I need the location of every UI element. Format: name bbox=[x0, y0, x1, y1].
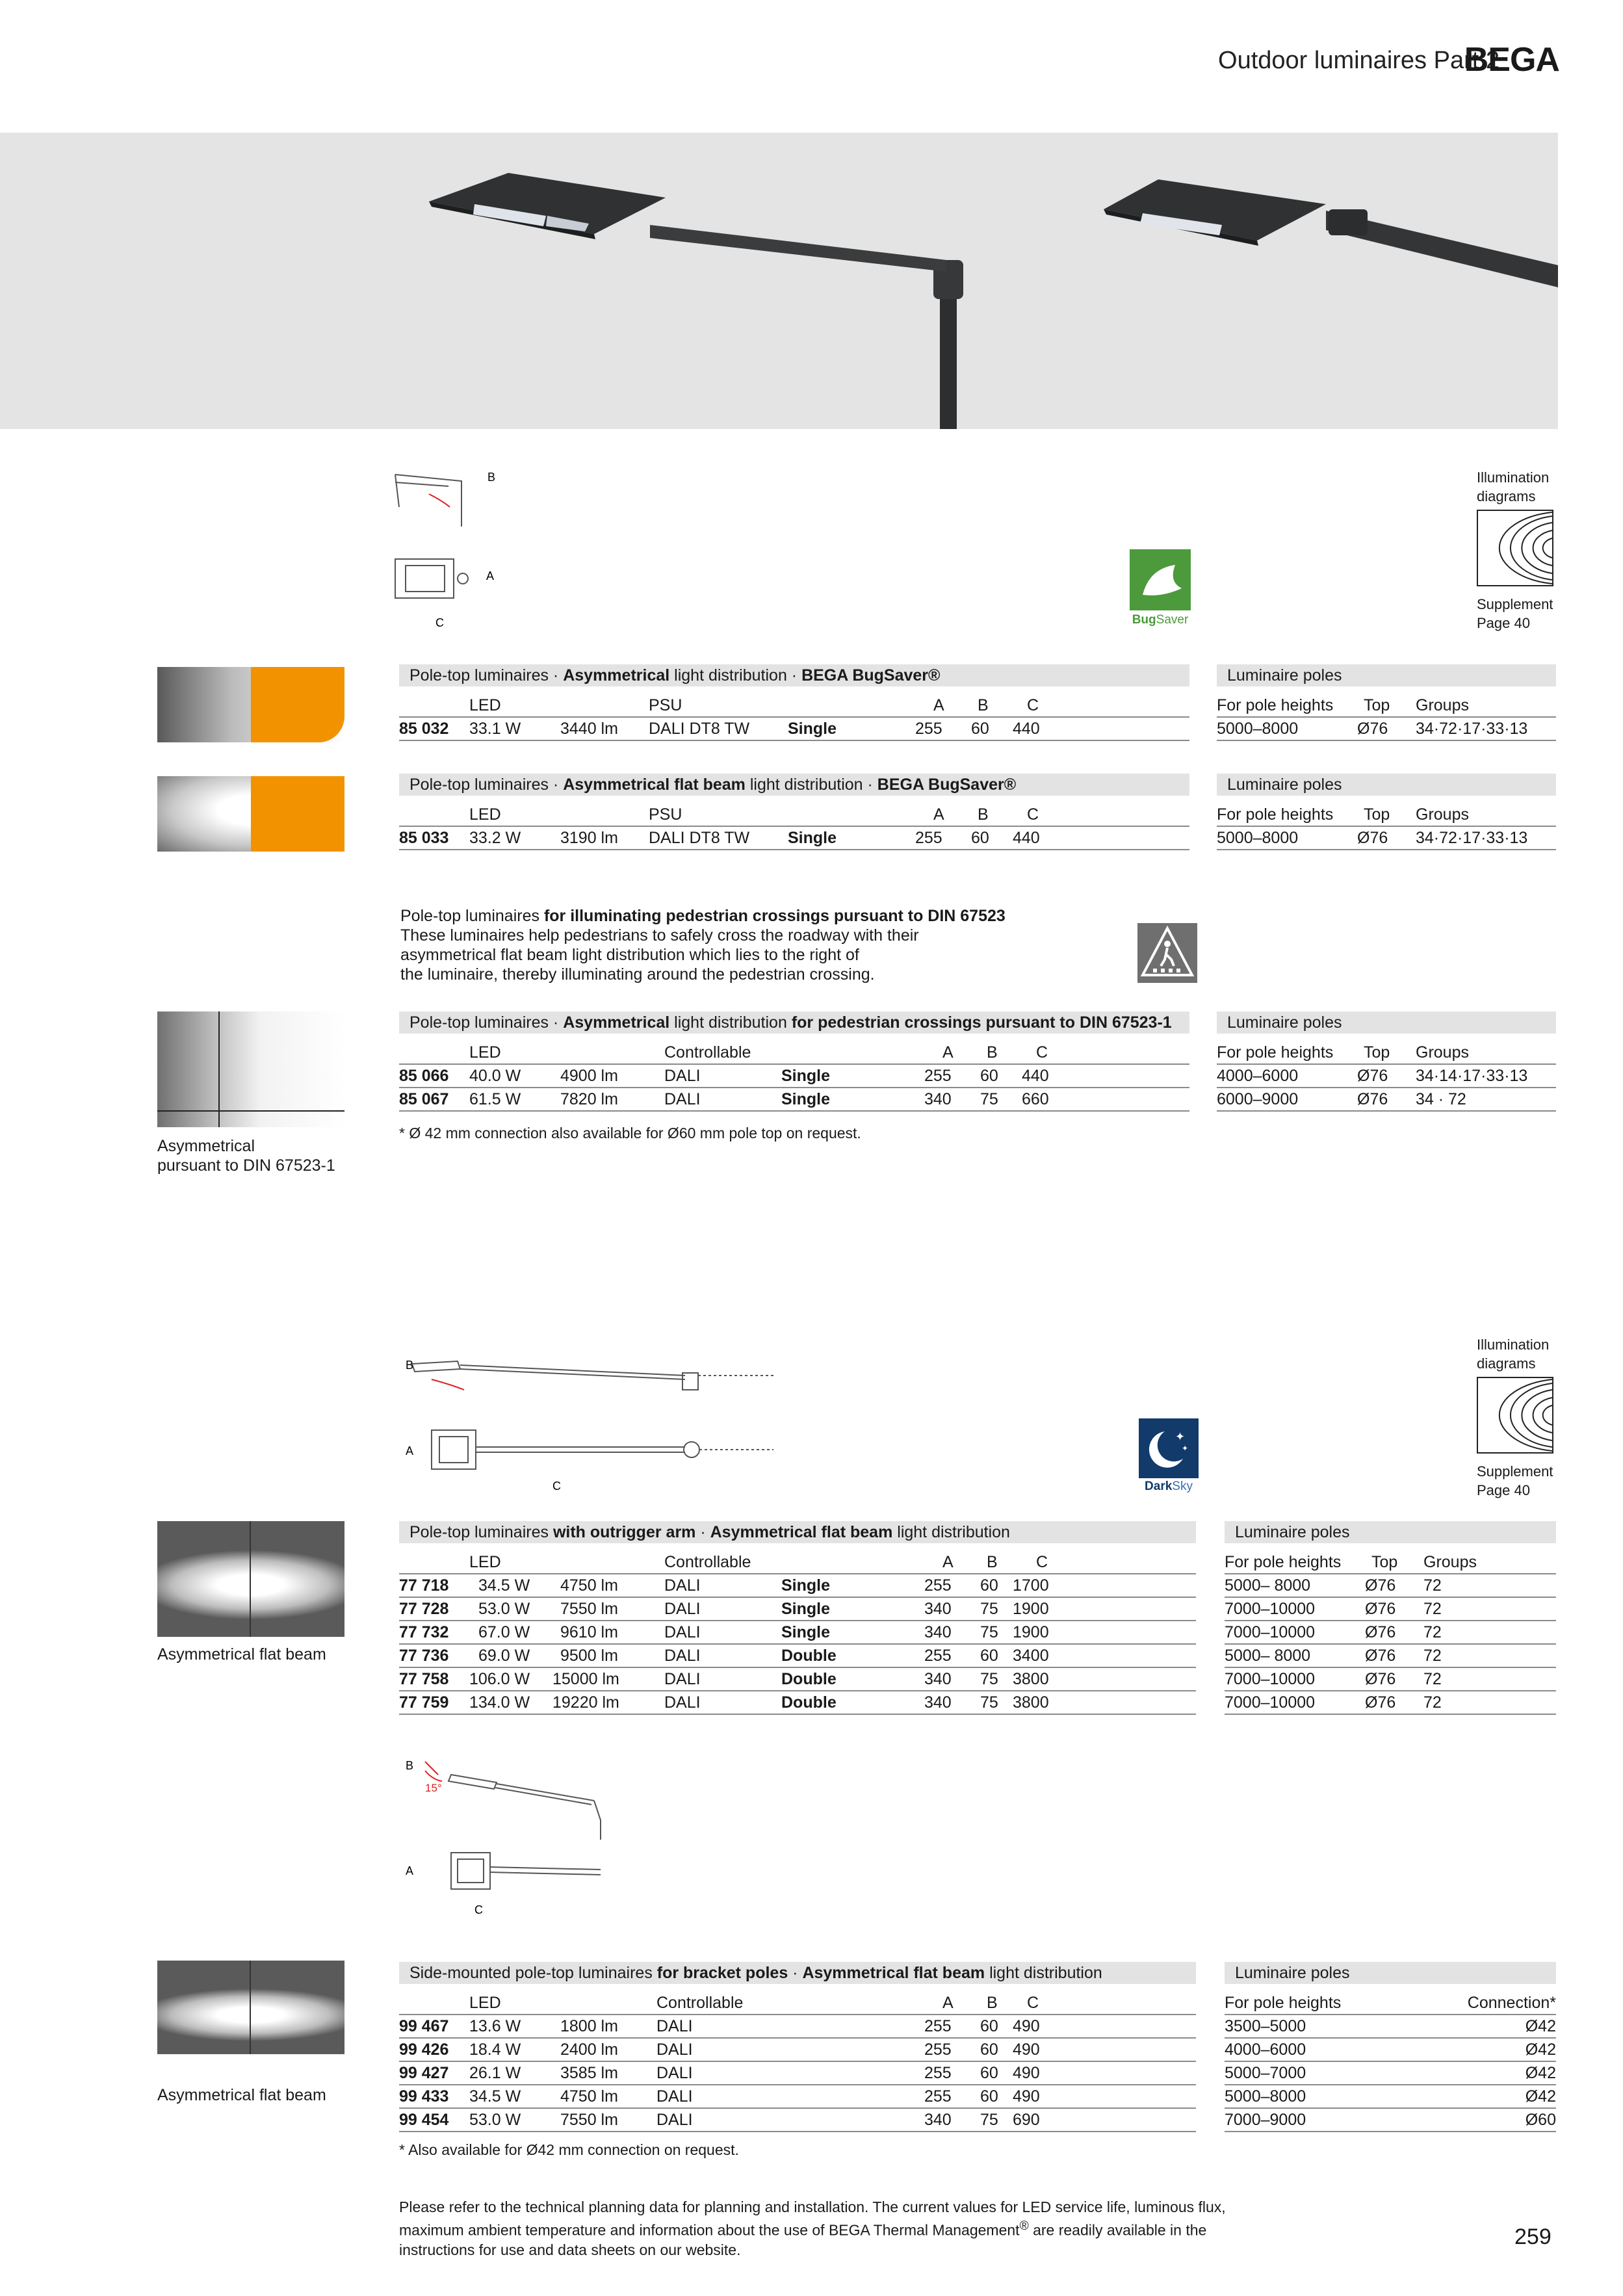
illum-supp1: Supplement bbox=[1477, 596, 1553, 612]
poles-header: For pole heights Top Groups bbox=[1217, 696, 1469, 714]
dimension-drawing-5 bbox=[399, 1749, 614, 1924]
poles-row: 5000–8000 Ø42 bbox=[1225, 2087, 1556, 2106]
pedestrian-intro: Pole-top luminaires for illuminating pedestrian crossings pursuant to DIN 67523 These luminaires help pedestrians to safely cross the roadway with their asymmetrical flat beam light distribution which lies to the right of the luminaire, thereby illuminating around the pedestrian crossing. bbox=[400, 907, 1006, 984]
label-b: B bbox=[406, 1759, 414, 1772]
illumination-diagrams-2 bbox=[1477, 1335, 1553, 1500]
illum-label2: diagrams bbox=[1477, 1355, 1536, 1372]
section2-title: Pole-top luminaires · Asymmetrical flat beam light distribution · BEGA BugSaver® bbox=[399, 774, 1189, 796]
label-a: A bbox=[486, 569, 495, 582]
poles-row: 7000–9000 Ø60 bbox=[1225, 2111, 1556, 2129]
label-b: B bbox=[487, 471, 496, 484]
pedestrian-crossing-icon bbox=[1137, 923, 1197, 983]
beam-thumbnail-2 bbox=[157, 776, 344, 852]
table-row: 77 718 34.5 W 4750 lm DALI Single 255 60 1700 bbox=[399, 1576, 1049, 1595]
section4-header: LED Controllable A B C bbox=[469, 1553, 1048, 1571]
poles-row: 3500–5000 Ø42 bbox=[1225, 2017, 1556, 2035]
label-angle: 15° bbox=[425, 1782, 442, 1794]
label-c: C bbox=[435, 616, 444, 629]
poles-row: 5000–8000 Ø76 34·72·17·33·13 bbox=[1217, 829, 1528, 847]
hero-photo bbox=[0, 133, 1558, 429]
beam-thumbnail-3 bbox=[157, 1011, 344, 1127]
poles-header: For pole heights Top Groups bbox=[1217, 805, 1469, 824]
table-row: 99 427 26.1 W 3585 lm DALI 255 60 490 bbox=[399, 2064, 1040, 2082]
section1-header: LED PSU A B C bbox=[469, 696, 1039, 714]
poles-row: 7000–10000 Ø76 72 bbox=[1225, 1623, 1442, 1641]
section3-poles-title: Luminaire poles bbox=[1217, 1011, 1556, 1034]
poles-row: 5000– 8000 Ø76 72 bbox=[1225, 1647, 1442, 1665]
illum-label1: Illumination bbox=[1477, 1337, 1550, 1353]
beam-thumbnail-1 bbox=[157, 667, 344, 742]
section4-poles-title: Luminaire poles bbox=[1225, 1521, 1556, 1543]
poles-row: 5000– 8000 Ø76 72 bbox=[1225, 1576, 1442, 1595]
table-row: 77 758 106.0 W 15000 lm DALI Double 340 75 3800 bbox=[399, 1670, 1049, 1688]
section3-caption: Asymmetrical pursuant to DIN 67523-1 bbox=[157, 1137, 335, 1175]
table-row: 77 732 67.0 W 9610 lm DALI Single 340 75 1900 bbox=[399, 1623, 1049, 1641]
poles-header: For pole heights Top Groups bbox=[1217, 1043, 1469, 1062]
poles-row: 4000–6000 Ø42 bbox=[1225, 2041, 1556, 2059]
luminaire-photo bbox=[0, 133, 1558, 429]
label-c: C bbox=[474, 1903, 483, 1916]
table-row: 85 032 33.1 W 3440 lm DALI DT8 TW Single 255 60 440 bbox=[399, 720, 1040, 738]
footer-note: Please refer to the technical planning data for planning and installation. The current values for LED service life, luminous flux, maximum ambient temperature and information about the use of BEGA Thermal Management® are readily available in the instructions for use and data sheets on our website. bbox=[399, 2198, 1226, 2258]
darksky-icon bbox=[1139, 1418, 1199, 1478]
section1-poles-title: Luminaire poles bbox=[1217, 664, 1556, 686]
svg-text:✦: ✦ bbox=[1182, 1444, 1189, 1453]
table-row: 85 033 33.2 W 3190 lm DALI DT8 TW Single 255 60 440 bbox=[399, 829, 1040, 847]
section3-title: Pole-top luminaires · Asymmetrical light distribution for pedestrian crossings pursuant to DIN 67523-1 bbox=[399, 1011, 1189, 1034]
illum-supp1: Supplement bbox=[1477, 1463, 1553, 1480]
poles-row: 7000–10000 Ø76 72 bbox=[1225, 1693, 1442, 1712]
bugsaver-badge bbox=[1130, 549, 1191, 634]
darksky-badge bbox=[1139, 1418, 1199, 1496]
dimension-drawing-4 bbox=[399, 1346, 776, 1495]
section3-header: LED Controllable A B C bbox=[469, 1043, 1048, 1062]
darksky-label-b: Sky bbox=[1172, 1480, 1193, 1493]
section2-poles-title: Luminaire poles bbox=[1217, 774, 1556, 796]
svg-text:✦: ✦ bbox=[1175, 1430, 1186, 1444]
section5-footnote: * Also available for Ø42 mm connection on request. bbox=[399, 2141, 739, 2158]
section5-title: Side-mounted pole-top luminaires for bracket poles · Asymmetrical flat beam light distribution bbox=[399, 1962, 1196, 1984]
section1-title: Pole-top luminaires · Asymmetrical light distribution · BEGA BugSaver® bbox=[399, 664, 1189, 686]
table-row: 77 728 53.0 W 7550 lm DALI Single 340 75 1900 bbox=[399, 1600, 1049, 1618]
section4-caption: Asymmetrical flat beam bbox=[157, 1645, 326, 1663]
label-a: A bbox=[406, 1444, 414, 1457]
beam-thumbnail-4 bbox=[157, 1521, 344, 1637]
table-row: 99 467 13.6 W 1800 lm DALI 255 60 490 bbox=[399, 2017, 1040, 2035]
illum-supp2: Page 40 bbox=[1477, 1482, 1530, 1498]
poles-row: 5000–7000 Ø42 bbox=[1225, 2064, 1556, 2082]
poles-header: For pole heights Top Groups bbox=[1225, 1553, 1477, 1571]
header-title: Outdoor luminaires Part 2 bbox=[1218, 47, 1500, 74]
illum-label2: diagrams bbox=[1477, 488, 1536, 504]
dimension-drawing-1 bbox=[390, 468, 507, 637]
bugsaver-icon bbox=[1130, 549, 1191, 610]
table-row: 85 066 40.0 W 4900 lm DALI Single 255 60 440 bbox=[399, 1067, 1049, 1085]
label-c: C bbox=[552, 1480, 561, 1493]
table-row: 99 454 53.0 W 7550 lm DALI 340 75 690 bbox=[399, 2111, 1040, 2129]
illum-label1: Illumination bbox=[1477, 469, 1550, 486]
bugsaver-label-a: Bug bbox=[1132, 613, 1156, 627]
poles-row: 4000–6000 Ø76 34·14·17·33·13 bbox=[1217, 1067, 1528, 1085]
darksky-label-a: Dark bbox=[1145, 1480, 1173, 1493]
poles-row: 5000–8000 Ø76 34·72·17·33·13 bbox=[1217, 720, 1528, 738]
table-row: 99 433 34.5 W 4750 lm DALI 255 60 490 bbox=[399, 2087, 1040, 2106]
section2-header: LED PSU A B C bbox=[469, 805, 1039, 824]
section5-header: LED Controllable A B C bbox=[469, 1994, 1039, 2012]
poles-header: For pole heights Connection* bbox=[1225, 1994, 1556, 2012]
beam-thumbnail-5 bbox=[157, 1961, 344, 2054]
brand-logo: BEGA bbox=[1464, 41, 1559, 79]
label-a: A bbox=[406, 1864, 414, 1877]
illum-supp2: Page 40 bbox=[1477, 615, 1530, 631]
table-row: 99 426 18.4 W 2400 lm DALI 255 60 490 bbox=[399, 2041, 1040, 2059]
bugsaver-label-b: Saver bbox=[1156, 613, 1189, 627]
illumination-diagrams-1 bbox=[1477, 468, 1553, 633]
poles-row: 6000–9000 Ø76 34 · 72 bbox=[1217, 1090, 1466, 1108]
table-row: 77 736 69.0 W 9500 lm DALI Double 255 60 3400 bbox=[399, 1647, 1049, 1665]
poles-row: 7000–10000 Ø76 72 bbox=[1225, 1600, 1442, 1618]
illumination-icon bbox=[1477, 510, 1553, 586]
section5-caption: Asymmetrical flat beam bbox=[157, 2086, 326, 2104]
illumination-icon bbox=[1477, 1377, 1553, 1454]
table-row: 77 759 134.0 W 19220 lm DALI Double 340 75 3800 bbox=[399, 1693, 1049, 1712]
poles-row: 7000–10000 Ø76 72 bbox=[1225, 1670, 1442, 1688]
section4-title: Pole-top luminaires with outrigger arm · Asymmetrical flat beam light distribution bbox=[399, 1521, 1196, 1543]
section5-poles-title: Luminaire poles bbox=[1225, 1962, 1556, 1984]
table-row: 85 067 61.5 W 7820 lm DALI Single 340 75 660 bbox=[399, 1090, 1049, 1108]
label-b: B bbox=[406, 1359, 414, 1372]
section3-footnote: * Ø 42 mm connection also available for Ø60 mm pole top on request. bbox=[399, 1125, 861, 1141]
page-number: 259 bbox=[1514, 2224, 1552, 2249]
